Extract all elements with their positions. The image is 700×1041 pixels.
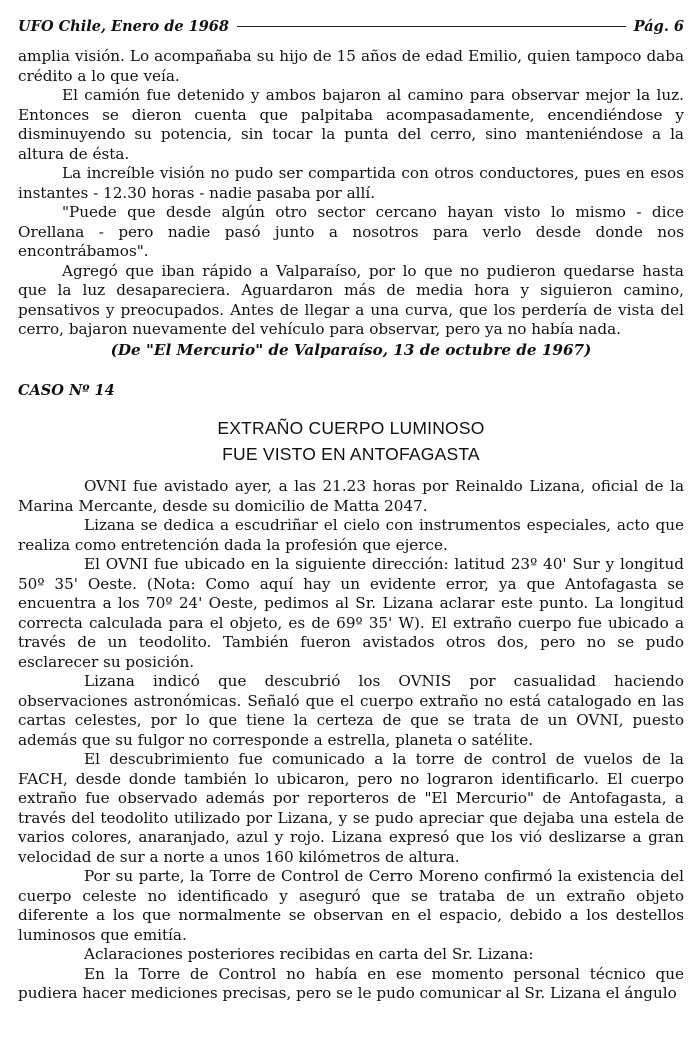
paragraph: En la Torre de Control no había en ese momento personal técnico que pudiera hacer mediciones precisas, pero se le pudo comunicar al Sr. Lizana el ángulo xyxy=(18,964,684,1002)
article-body xyxy=(18,477,684,1004)
header-rule xyxy=(237,26,626,27)
publication-title: UFO Chile, Enero de 1968 xyxy=(18,18,229,35)
paragraph: Agregó que iban rápido a Valparaíso, por lo que no pudieron quedarse hasta que la luz desapareciera. Aguardaron más de media hora y siguieron camino, pensativos y preocupados. Antes de llegar a una curva, que los perdería de vista del cerro, bajaron nuevamente del vehículo para observar, pero ya no había nada. xyxy=(18,261,684,338)
paragraph: Lizana indicó que descubrió los OVNIS por casualidad haciendo observaciones astronómicas. Señaló que el cuerpo extraño no está catalogado en las cartas celestes, por lo que tiene la certeza de que se trata de un OVNI, puesto además que su fulgor no corresponde a estrella, planeta o satélite. xyxy=(18,672,684,749)
paragraph: El camión fue detenido y ambos bajaron al camino para observar mejor la luz. Entonces se dieron cuenta que palpitaba acompasadamente, encendiéndose y disminuyendo su potencia, sin tocar la punta del cerro, sino manteniéndose a la altura de ésta. xyxy=(18,86,684,163)
case-label: CASO Nº 14 xyxy=(18,382,115,399)
page-number: Pág. 6 xyxy=(633,18,684,35)
headline-line: EXTRAÑO CUERPO LUMINOSO xyxy=(217,418,485,438)
article-headline xyxy=(18,415,684,467)
article-continuation xyxy=(18,47,684,360)
paragraph: El OVNI fue ubicado en la siguiente dirección: latitud 23º 40' Sur y longitud 50º 35' Oeste. (Nota: Como aquí hay un evidente error, ya que Antofagasta se encuentra a los 70º 24' Oeste, pedimos al Sr. Lizana aclarar este punto. La longitud correcta calculada para el objeto, es de 69º 35' W). El extraño cuerpo fue ubicado a través de un teodolito. También fueron avistados otros dos, pero no se pudo esclarecer su posición. xyxy=(18,555,684,671)
paragraph: El descubrimiento fue comunicado a la torre de control de vuelos de la FACH, desde donde también lo ubicaron, pero no lograron identificarlo. El cuerpo extraño fue observado además por reporteros de "El Mercurio" de Antofagasta, a través del teodolito utilizado por Lizana, y se pudo apreciar que dejaba una estela de varios colores, anaranjado, azul y rojo. Lizana expresó que los vió deslizarse a gran velocidad de sur a norte a unos 160 kilómetros de altura. xyxy=(18,750,684,866)
paragraph: Aclaraciones posteriores recibidas en carta del Sr. Lizana: xyxy=(84,945,534,963)
paragraph: La increíble visión no pudo ser compartida con otros conductores, pues en esos instantes - 12.30 horas - nadie pasaba por allí. xyxy=(18,164,684,202)
paragraph: OVNI fue avistado ayer, a las 21.23 horas por Reinaldo Lizana, oficial de la Marina Mercante, desde su domicilio de Matta 2047. xyxy=(18,477,684,515)
headline-line: FUE VISTO EN ANTOFAGASTA xyxy=(222,444,480,464)
source-citation: (De "El Mercurio" de Valparaíso, 13 de octubre de 1967) xyxy=(110,340,592,359)
page-header xyxy=(18,18,684,35)
paragraph: amplia visión. Lo acompañaba su hijo de 15 años de edad Emilio, quien tampoco daba crédito a lo que veía. xyxy=(18,47,684,85)
paragraph: Lizana se dedica a escudriñar el cielo con instrumentos especiales, acto que realiza como entretención dada la profesión que ejerce. xyxy=(18,516,684,554)
paragraph: "Puede que desde algún otro sector cercano hayan visto lo mismo - dice Orellana - pero nadie pasó junto a nosotros para verlo desde donde nos encontrábamos". xyxy=(18,203,684,260)
paragraph: Por su parte, la Torre de Control de Cerro Moreno confirmó la existencia del cuerpo celeste no identificado y aseguró que se trataba de un extraño objeto diferente a los que normalmente se observan en el espacio, debido a los destellos luminosos que emitía. xyxy=(18,867,684,944)
